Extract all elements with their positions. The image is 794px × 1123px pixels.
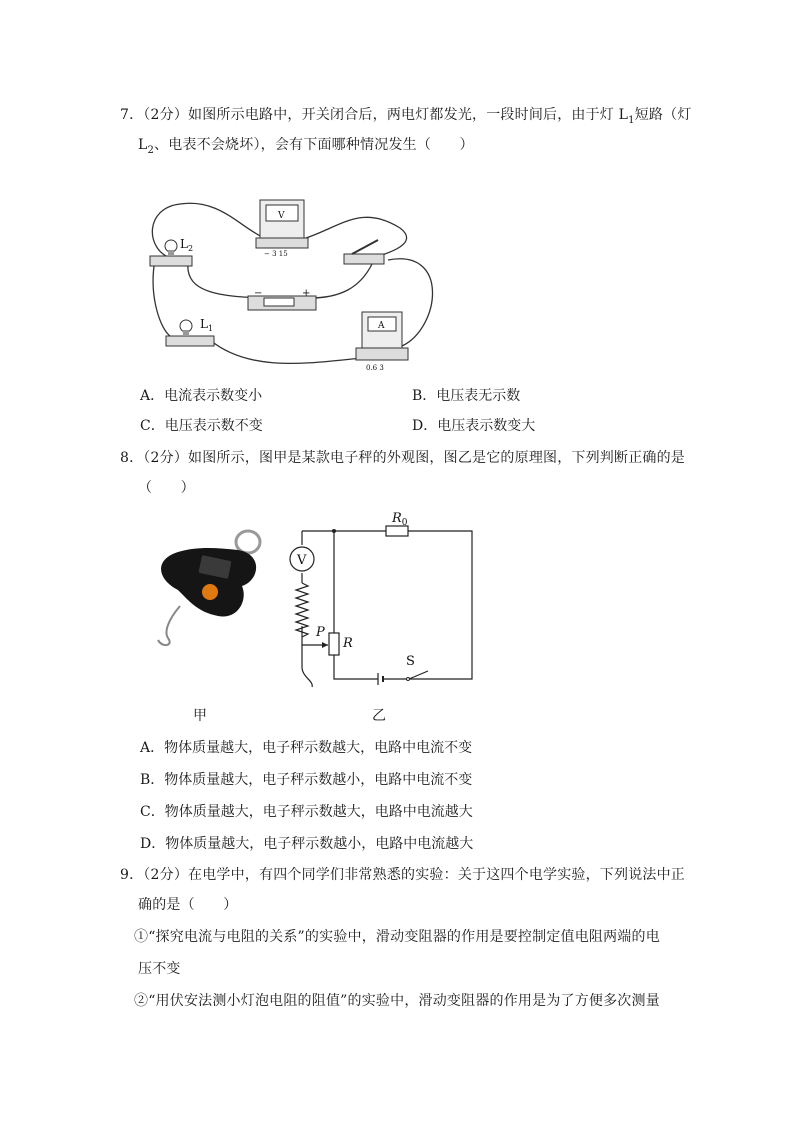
ammeter-terminals: 0.6 3 xyxy=(366,364,384,372)
q9-item2-line1: ②“用伏安法测小灯泡电阻的阻值”的实验中，滑动变阻器的作用是为了方便多次测量 xyxy=(134,993,660,1009)
lamp-l1-board xyxy=(166,336,214,346)
switch-s-blade xyxy=(409,671,428,679)
lamp-l2-label: $L_2$ xyxy=(180,237,194,253)
lamp-l2-board xyxy=(150,256,192,266)
lamp-l1-label: $L_1$ xyxy=(200,317,214,333)
q9-stem-line1: 9．（2分）在电学中，有四个同学们非常熟悉的实验：关于这四个电学实验，下列说法中正 xyxy=(120,867,686,883)
s-label: S xyxy=(406,654,415,669)
voltmeter-letter: V xyxy=(278,211,285,221)
q8-option-a: A．物体质量越大，电子秤示数越大，电路中电流不变 xyxy=(140,740,473,756)
q7-circuit-figure xyxy=(140,188,440,388)
caption-jia: 甲 xyxy=(193,708,207,724)
q7-option-b: B．电压表无示数 xyxy=(412,388,521,404)
battery-plus: + xyxy=(302,288,311,299)
caption-yi: 乙 xyxy=(372,708,386,724)
battery-minus: − xyxy=(254,288,263,299)
q9-item1-line1: ①“探究电流与电阻的关系”的实验中，滑动变阻器的作用是要控制定值电阻两端的电 xyxy=(134,929,660,945)
p-label: P xyxy=(316,625,325,640)
r-slider-resistor xyxy=(329,633,339,655)
q7-option-c: C．电压表示数不变 xyxy=(140,418,263,434)
r0-label: $R_0$ xyxy=(392,511,408,528)
scale-photo xyxy=(138,520,268,660)
q9-item1-line2: 压不变 xyxy=(138,961,181,977)
q8-stem-line1: 8．（2分）如图所示，图甲是某款电子秤的外观图，图乙是它的原理图，下列判断正确的是 xyxy=(120,450,686,466)
q8-option-d: D．物体质量越大，电子秤示数越小，电路中电流越大 xyxy=(140,836,474,852)
q7-option-a: A．电流表示数变小 xyxy=(140,388,263,404)
q8-option-c: C．物体质量越大，电子秤示数越大，电路中电流越大 xyxy=(140,804,473,820)
ammeter-letter: A xyxy=(378,321,385,331)
q8-option-b: B．物体质量越大，电子秤示数越小，电路中电流不变 xyxy=(140,772,473,788)
voltmeter-terminals: − 3 15 xyxy=(264,250,288,258)
voltmeter-symbol-letter: V xyxy=(297,553,307,568)
q9-stem-line2: 确的是（ ） xyxy=(138,897,238,913)
q7-option-d: D．电压表示数变大 xyxy=(412,418,536,434)
r-label: R xyxy=(343,636,353,651)
q7-stem-line1: 7．（2分）如图所示电路中，开关闭合后，两电灯都发光，一段时间后，由于灯 $L_1$短路（灯 xyxy=(120,107,692,126)
q7-stem-line2: $L_2$、电表不会烧坏），会有下面哪种情况发生（ ） xyxy=(138,137,474,156)
q8-stem-line2: （ ） xyxy=(138,480,195,496)
q8-circuit-diagram xyxy=(282,505,482,695)
switch-board xyxy=(344,254,384,264)
